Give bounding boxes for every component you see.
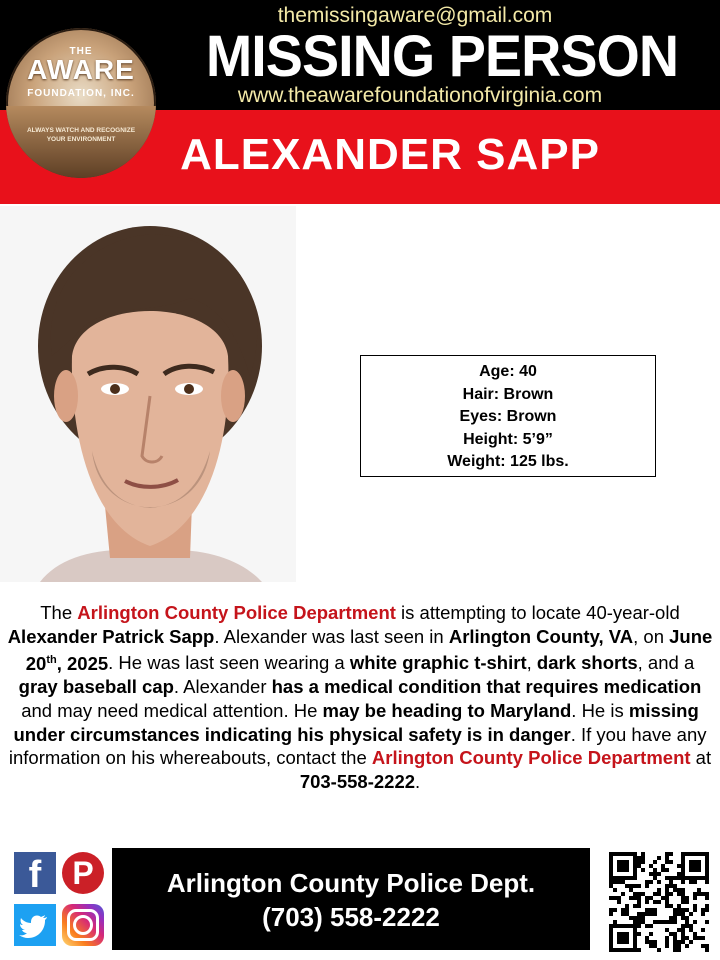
qr-module xyxy=(673,884,677,888)
qr-module xyxy=(653,876,657,880)
twitter-bird-icon xyxy=(14,904,56,946)
desc-agency: Arlington County Police Department xyxy=(77,602,396,623)
qr-module xyxy=(685,944,689,948)
instagram-icon[interactable] xyxy=(62,904,104,946)
qr-module xyxy=(665,900,669,904)
qr-module xyxy=(637,884,641,888)
qr-module xyxy=(677,876,681,880)
qr-module xyxy=(677,888,681,892)
qr-module xyxy=(653,940,657,944)
age-text: Age: 40 xyxy=(479,363,537,380)
qr-module xyxy=(649,880,653,884)
qr-module xyxy=(701,928,705,932)
qr-module xyxy=(689,880,693,884)
qr-module xyxy=(629,916,633,920)
desc-agency: Arlington County Police Department xyxy=(371,747,691,769)
qr-module xyxy=(665,852,669,856)
qr-module xyxy=(657,920,661,924)
qr-module xyxy=(677,944,681,948)
desc-text: is attempting to locate 40-year-old xyxy=(395,602,680,623)
qr-module xyxy=(641,852,645,856)
qr-module xyxy=(669,916,673,920)
qr-module xyxy=(609,884,613,888)
qr-module xyxy=(625,908,629,912)
qr-module xyxy=(641,912,645,916)
qr-module xyxy=(673,944,677,948)
footer-agency: Arlington County Police Dept. xyxy=(166,868,536,898)
qr-module xyxy=(681,880,685,884)
qr-module xyxy=(681,928,685,932)
qr-module xyxy=(641,892,645,896)
desc-text: . He was last seen wearing a xyxy=(108,652,350,674)
qr-module xyxy=(685,896,689,900)
qr-module xyxy=(617,900,621,904)
qr-module xyxy=(677,908,681,912)
qr-module xyxy=(689,924,693,928)
qr-module xyxy=(633,896,637,900)
qr-module xyxy=(653,900,657,904)
person-photo-icon xyxy=(0,206,296,582)
qr-module xyxy=(689,928,693,932)
qr-module xyxy=(621,880,625,884)
qr-module xyxy=(625,912,629,916)
qr-module xyxy=(637,860,641,864)
qr-module xyxy=(621,912,625,916)
qr-module xyxy=(641,860,645,864)
qr-module xyxy=(673,932,677,936)
qr-module xyxy=(685,916,689,920)
qr-code-icon[interactable] xyxy=(608,852,710,952)
qr-module xyxy=(701,908,705,912)
desc-text: . Alexander was last seen in xyxy=(214,625,449,647)
qr-module xyxy=(673,948,677,952)
qr-module xyxy=(649,940,653,944)
qr-module xyxy=(677,928,681,932)
qr-module xyxy=(633,892,637,896)
qr-module xyxy=(677,940,681,944)
qr-module xyxy=(637,916,641,920)
qr-module xyxy=(661,920,665,924)
qr-module xyxy=(625,884,629,888)
qr-module xyxy=(665,868,669,872)
qr-module xyxy=(669,852,673,856)
logo-foundation: FOUNDATION, INC. xyxy=(27,88,135,99)
desc-fullname: Alexander Patrick Sapp xyxy=(7,625,215,647)
qr-module xyxy=(657,888,661,892)
facebook-icon[interactable]: f xyxy=(14,852,56,894)
qr-module xyxy=(629,884,633,888)
qr-module xyxy=(665,860,669,864)
qr-module xyxy=(657,856,661,860)
aware-foundation-logo xyxy=(6,28,156,178)
qr-module xyxy=(609,896,613,900)
qr-module xyxy=(641,920,645,924)
qr-finder-center xyxy=(617,860,629,872)
qr-module xyxy=(613,888,617,892)
qr-module xyxy=(681,932,685,936)
logo-the: THE xyxy=(69,46,93,57)
qr-module xyxy=(653,944,657,948)
qr-module xyxy=(693,908,697,912)
qr-module xyxy=(697,936,701,940)
qr-module xyxy=(701,892,705,896)
qr-module xyxy=(705,896,709,900)
qr-module xyxy=(701,912,705,916)
footer-phone[interactable]: (703) 558-2222 xyxy=(262,902,440,932)
qr-module xyxy=(673,888,677,892)
qr-module xyxy=(657,892,661,896)
desc-text: . Alexander xyxy=(173,676,272,698)
qr-module xyxy=(677,904,681,908)
qr-module xyxy=(665,928,669,932)
qr-module xyxy=(645,880,649,884)
qr-module xyxy=(665,856,669,860)
qr-module xyxy=(637,864,641,868)
twitter-icon[interactable] xyxy=(14,904,56,946)
weight-text: Weight: 125 lbs. xyxy=(447,453,569,470)
qr-module xyxy=(637,904,641,908)
qr-module xyxy=(661,896,665,900)
desc-clothing: white graphic t-shirt xyxy=(349,652,527,674)
qr-module xyxy=(681,912,685,916)
desc-clothing: gray baseball cap xyxy=(18,676,174,698)
desc-text: and may need medical attention. He xyxy=(21,699,323,721)
qr-module xyxy=(681,900,685,904)
qr-module xyxy=(685,900,689,904)
desc-medical: has a medical condition that requires medication xyxy=(271,676,702,698)
desc-destination: may be heading to Maryland xyxy=(322,699,572,721)
physical-description-box xyxy=(360,355,656,477)
qr-module xyxy=(665,944,669,948)
qr-module xyxy=(681,936,685,940)
qr-module xyxy=(693,932,697,936)
instagram-lens xyxy=(73,915,93,935)
qr-module xyxy=(701,944,705,948)
qr-finder-center xyxy=(617,932,629,944)
desc-text: at xyxy=(690,747,712,769)
qr-module xyxy=(649,908,653,912)
qr-module xyxy=(645,936,649,940)
qr-module xyxy=(669,892,673,896)
qr-module xyxy=(649,944,653,948)
qr-module xyxy=(701,936,705,940)
qr-module xyxy=(705,892,709,896)
qr-module xyxy=(669,920,673,924)
desc-text: The xyxy=(40,602,78,623)
qr-module xyxy=(617,896,621,900)
qr-module xyxy=(645,896,649,900)
qr-module xyxy=(657,948,661,952)
qr-module xyxy=(645,908,649,912)
logo-tagline: ALWAYS WATCH AND RECOGNIZE YOUR ENVIRONMENT xyxy=(26,127,136,143)
qr-module xyxy=(669,860,673,864)
qr-module xyxy=(609,908,613,912)
qr-module xyxy=(673,912,677,916)
qr-module xyxy=(637,900,641,904)
qr-module xyxy=(637,920,641,924)
qr-module xyxy=(665,888,669,892)
qr-module xyxy=(705,908,709,912)
qr-module xyxy=(685,924,689,928)
qr-module xyxy=(677,948,681,952)
qr-module xyxy=(677,912,681,916)
qr-module xyxy=(665,896,669,900)
qr-module xyxy=(621,892,625,896)
person-name: ALEXANDER SAPP xyxy=(180,130,600,179)
qr-module xyxy=(609,912,613,916)
desc-text: . xyxy=(415,771,421,793)
desc-text: , xyxy=(526,652,537,674)
qr-module xyxy=(705,944,709,948)
qr-module xyxy=(613,880,617,884)
poster-title: MISSING PERSON xyxy=(205,24,679,89)
case-description xyxy=(6,601,714,794)
qr-module xyxy=(637,924,641,928)
qr-module xyxy=(653,868,657,872)
qr-module xyxy=(649,924,653,928)
qr-module xyxy=(673,908,677,912)
qr-module xyxy=(665,892,669,896)
qr-module xyxy=(693,920,697,924)
desc-phone[interactable]: 703-558-2222 xyxy=(299,771,416,793)
qr-module xyxy=(689,912,693,916)
qr-module xyxy=(637,948,641,952)
qr-module xyxy=(681,924,685,928)
qr-module xyxy=(653,920,657,924)
qr-module xyxy=(673,876,677,880)
qr-module xyxy=(609,880,613,884)
qr-module xyxy=(665,936,669,940)
missing-person-photo xyxy=(0,206,296,582)
qr-module xyxy=(665,940,669,944)
qr-module xyxy=(681,940,685,944)
qr-module xyxy=(653,908,657,912)
qr-module xyxy=(673,916,677,920)
qr-module xyxy=(661,864,665,868)
qr-module xyxy=(705,920,709,924)
qr-module xyxy=(681,888,685,892)
qr-module xyxy=(633,916,637,920)
date-main: June 20 xyxy=(25,625,713,674)
website-url[interactable]: www.theawarefoundationofvirginia.com xyxy=(237,84,603,107)
qr-module xyxy=(669,904,673,908)
pinterest-icon[interactable]: P xyxy=(62,852,104,894)
desc-text: . If you have any information on his whereabouts, contact the xyxy=(8,723,707,769)
qr-module xyxy=(645,940,649,944)
qr-module xyxy=(653,860,657,864)
qr-module xyxy=(665,920,669,924)
qr-module xyxy=(633,920,637,924)
qr-module xyxy=(653,912,657,916)
qr-module xyxy=(649,864,653,868)
qr-module xyxy=(621,908,625,912)
desc-text: , on xyxy=(633,625,670,647)
qr-module xyxy=(629,896,633,900)
qr-finder-center xyxy=(689,860,701,872)
qr-module xyxy=(681,916,685,920)
qr-module xyxy=(649,896,653,900)
social-icons xyxy=(14,850,106,950)
footer-contact-bar xyxy=(112,848,590,950)
qr-module xyxy=(693,880,697,884)
qr-module xyxy=(669,880,673,884)
qr-code-graphic xyxy=(608,852,710,952)
qr-module xyxy=(645,912,649,916)
qr-module xyxy=(649,912,653,916)
qr-module xyxy=(629,888,633,892)
qr-module xyxy=(661,868,665,872)
qr-module xyxy=(685,908,689,912)
qr-module xyxy=(665,904,669,908)
desc-text: , and a xyxy=(637,652,695,674)
qr-module xyxy=(613,896,617,900)
qr-module xyxy=(653,892,657,896)
qr-module xyxy=(657,872,661,876)
qr-module xyxy=(633,904,637,908)
qr-module xyxy=(673,940,677,944)
eyes-text: Eyes: Brown xyxy=(459,408,557,425)
qr-module xyxy=(633,884,637,888)
qr-module xyxy=(653,872,657,876)
qr-module xyxy=(665,876,669,880)
qr-module xyxy=(657,880,661,884)
qr-module xyxy=(637,856,641,860)
desc-place: Arlington County, VA xyxy=(448,625,634,647)
qr-module xyxy=(649,932,653,936)
date-suffix: th xyxy=(46,653,57,666)
qr-module xyxy=(617,880,621,884)
qr-module xyxy=(669,884,673,888)
logo-aware: AWARE xyxy=(27,54,135,85)
qr-module xyxy=(637,912,641,916)
height-text: Height: 5’9” xyxy=(463,430,553,448)
qr-module xyxy=(689,940,693,944)
qr-module xyxy=(693,896,697,900)
desc-danger: missing under circumstances indicating his physical safety is in danger xyxy=(13,699,699,745)
qr-module xyxy=(613,920,617,924)
qr-module xyxy=(677,864,681,868)
contact-email[interactable]: themissingaware@gmail.com xyxy=(277,4,553,27)
qr-module xyxy=(637,932,641,936)
qr-module xyxy=(669,876,673,880)
hair-text: Hair: Brown xyxy=(462,385,554,403)
qr-module xyxy=(693,904,697,908)
qr-module xyxy=(641,868,645,872)
qr-module xyxy=(705,948,709,952)
qr-module xyxy=(641,856,645,860)
qr-module xyxy=(645,900,649,904)
qr-module xyxy=(705,880,709,884)
qr-module xyxy=(625,904,629,908)
qr-module xyxy=(669,932,673,936)
qr-module xyxy=(673,920,677,924)
qr-module xyxy=(681,896,685,900)
qr-module xyxy=(693,936,697,940)
qr-module xyxy=(705,904,709,908)
qr-module xyxy=(645,884,649,888)
qr-module xyxy=(637,892,641,896)
qr-module xyxy=(665,884,669,888)
date-year: , 2025 xyxy=(56,652,109,674)
qr-module xyxy=(693,892,697,896)
desc-text: . He is xyxy=(571,699,629,721)
qr-module xyxy=(637,896,641,900)
qr-module xyxy=(657,900,661,904)
qr-module xyxy=(645,924,649,928)
qr-module xyxy=(697,892,701,896)
qr-module xyxy=(613,908,617,912)
desc-clothing: dark shorts xyxy=(536,652,638,674)
qr-module xyxy=(641,916,645,920)
qr-module xyxy=(697,888,701,892)
qr-module xyxy=(677,892,681,896)
qr-module xyxy=(649,872,653,876)
qr-module xyxy=(681,892,685,896)
qr-module xyxy=(681,908,685,912)
qr-module xyxy=(677,872,681,876)
qr-module xyxy=(685,920,689,924)
qr-module xyxy=(673,936,677,940)
qr-module xyxy=(685,936,689,940)
